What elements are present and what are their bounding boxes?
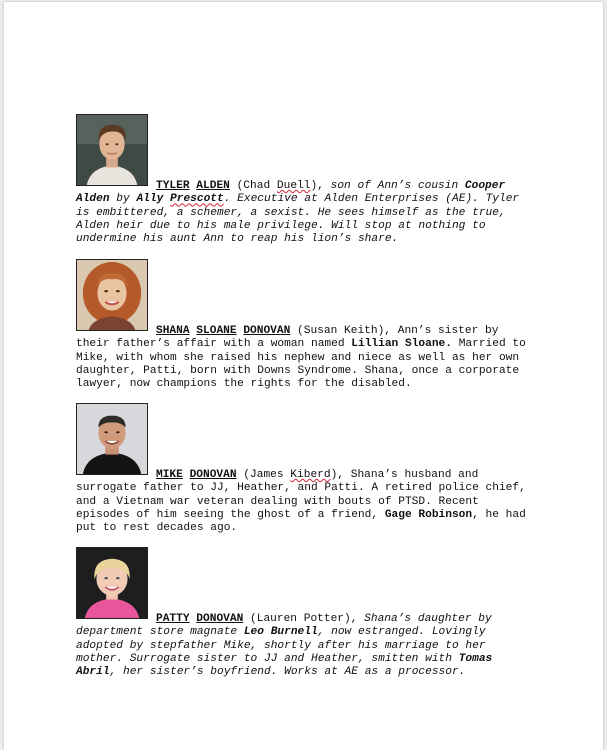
shana-portrait-photo: [76, 259, 148, 331]
tyler-actor-name: Duell: [276, 180, 311, 192]
portrait-woman-blonde-icon: [77, 548, 147, 618]
mike-actor-close: ),: [330, 469, 345, 481]
shana-text-1: Ann’s sister by their father’s affair with a woman named: [76, 325, 499, 351]
mike-actor-name: Kiberd: [290, 469, 331, 481]
tyler-name: TYLER ALDEN: [156, 180, 230, 192]
patty-text-1: Shana’s daughter by department store magnate: [76, 613, 492, 639]
tyler-bio: [76, 180, 538, 246]
tyler-bold-2a: Ally: [136, 193, 171, 206]
mike-actor-open: (James: [243, 469, 291, 481]
tyler-bold-1: Cooper Alden: [76, 180, 506, 206]
portrait-woman-red-hair-icon: [77, 260, 147, 330]
patty-bold-1: Leo Burnell: [243, 626, 318, 639]
tyler-text-3: . Executive at Alden Enterprises (AE). Tyler is embittered, a schemer, a sexist. He sees himself as the true, Alden heir due to his male privilege. Will stop at nothing to undermine his aunt Ann to reap his lion’s share.: [76, 193, 520, 246]
document-page: [4, 2, 603, 750]
mike-text-1: Shana’s husband and surrogate father to JJ, Heather, and Patti. A retired police chief, and a Vietnam war veteran dealing with bouts of PTSD. Recent episodes of him seeing the ghost of a friend,: [76, 469, 526, 521]
tyler-actor-open: (Chad: [236, 180, 277, 192]
portrait-young-man-icon: [77, 115, 147, 185]
mike-name: MIKE DONOVAN: [156, 469, 237, 481]
shana-bio: [76, 325, 538, 391]
patty-portrait-photo: [76, 547, 148, 619]
patty-bold-2: Tomas Abril: [76, 652, 493, 679]
patty-name: PATTY DONOVAN: [156, 613, 244, 625]
shana-actor: (Susan Keith),: [297, 325, 392, 337]
mike-bio: [76, 469, 538, 535]
mike-portrait-photo: [76, 403, 148, 475]
patty-actor: (Lauren Potter),: [250, 613, 358, 625]
tyler-text-1: son of Ann’s cousin: [323, 180, 465, 192]
mike-bold-1: Gage Robinson: [384, 508, 473, 521]
patty-text-2: , now estranged. Lovingly adopted by stepfather Mike, shortly after his marriage to her mother. Surrogate sister to JJ and Heather, smitten with: [76, 626, 486, 665]
patty-text-3: , her sister’s boyfriend. Works at AE as a processor.: [109, 666, 466, 679]
mike-text-2: , he had put to rest decades ago.: [76, 508, 526, 535]
shana-bold-1: Lillian Sloane.: [351, 338, 452, 351]
shana-name: SHANA SLOANE DONOVAN: [156, 325, 291, 337]
shana-text-2: Married to Mike, with whom she raised his nephew and niece as well as her own daughter, Patti, born with Downs Syndrome. Shana, once a corporate lawyer, now champions the rights for the disabled.: [76, 338, 526, 391]
tyler-portrait-photo: [76, 114, 148, 186]
patty-bio: [76, 613, 538, 679]
tyler-text-2: by: [109, 193, 137, 206]
tyler-bold-2-misspelled: Prescott: [170, 193, 224, 206]
tyler-actor-close: ),: [310, 180, 324, 192]
portrait-man-black-shirt-icon: [77, 404, 147, 474]
